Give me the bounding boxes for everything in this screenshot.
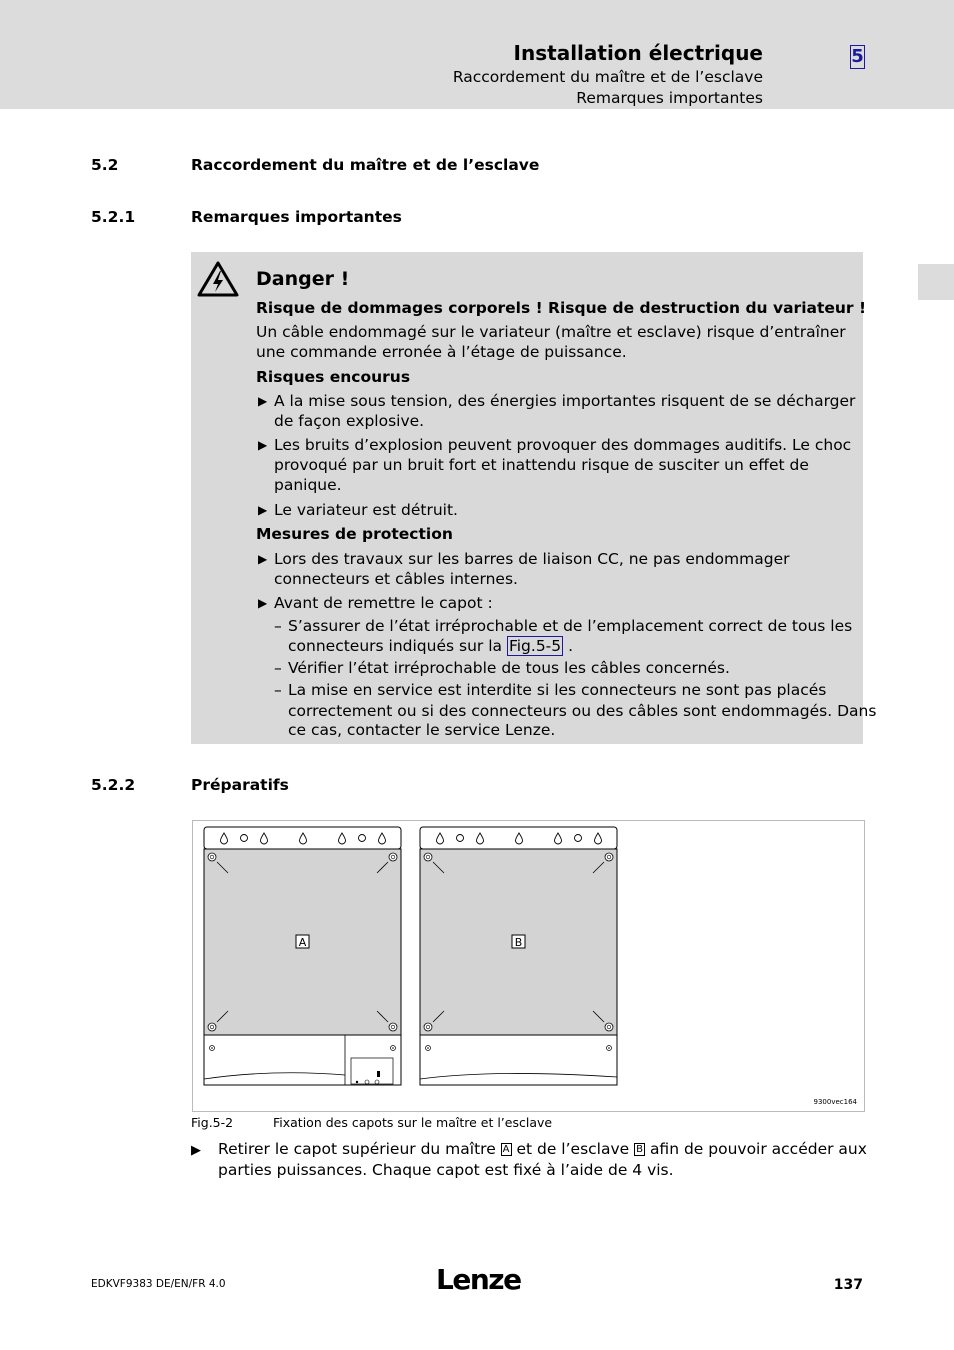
slave-label-ref: B [636,1144,643,1155]
section-subtitle: Remarques importantes [576,89,763,107]
risk-item: panique. [274,476,342,494]
bullet-arrow-icon: ▶ [258,596,268,610]
high-voltage-warning-icon [196,260,240,298]
measure-item: Lors des travaux sur les barres de liaison CC, ne pas endommager [274,550,790,568]
prep-instruction-line: parties puissances. Chaque capot est fixé à l’aide de 4 vis. [218,1161,674,1179]
prep-instruction-line: Retirer le capot supérieur du maître A et de l’esclave B afin de pouvoir accéder aux [218,1140,867,1158]
section-5-2-1-number: 5.2.1 [91,208,136,226]
bullet-arrow-icon: ▶ [258,394,268,408]
sub-measure-item: correctement ou si des connecteurs ou des câbles sont endommagés. Dans [288,702,877,720]
risk-item: de façon explosive. [274,412,425,430]
master-label-ref: A [502,1144,510,1155]
danger-intro-line: une commande erronée à l’étage de puissance. [256,343,627,361]
measures-heading: Mesures de protection [256,525,453,543]
chapter-title: Installation électrique [513,41,763,65]
sub-measure-item: S’assurer de l’état irréprochable et de l’emplacement correct de tous les [288,617,853,635]
sub-measure-item: connecteurs indiqués sur la Fig.5-5 . [288,637,574,655]
cover-fixation-drawing [193,821,864,1111]
section-5-2-title: Raccordement du maître et de l’esclave [191,156,540,174]
slave-label: B [514,936,523,949]
figure-caption: Fixation des capots sur le maître et l’esclave [273,1115,553,1130]
bullet-arrow-icon: ▶ [191,1143,201,1158]
risks-heading: Risques encourus [256,368,411,386]
measure-item: connecteurs et câbles internes. [274,570,518,588]
bullet-arrow-icon: ▶ [258,503,268,517]
bullet-arrow-icon: ▶ [258,552,268,566]
measure-item: Avant de remettre le capot : [274,594,493,612]
dash-marker: – [274,681,282,699]
page-number: 137 [833,1277,863,1293]
section-5-2-2-number: 5.2.2 [91,776,136,794]
danger-title: Danger ! [256,268,350,290]
figure-frame [192,820,865,1112]
sub-measure-item: Vérifier l’état irréprochable de tous les câbles concernés. [288,659,730,677]
dash-marker: – [274,659,282,677]
risk-item: Le variateur est détruit. [274,501,458,519]
slave-unit-drawing [420,827,617,1085]
figure-code: 9300vec164 [813,1098,857,1106]
danger-headline: Risque de dommages corporels ! Risque de destruction du variateur ! [256,299,867,317]
sub-measure-item: ce cas, contacter le service Lenze. [288,721,556,739]
chapter-side-tab [918,264,954,300]
risk-item: Les bruits d’explosion peuvent provoquer des dommages auditifs. Le choc [274,436,852,454]
risk-item: provoqué par un bruit fort et inattendu risque de susciter un effet de [274,456,809,474]
bullet-arrow-icon: ▶ [258,438,268,452]
figure-number: Fig.5-2 [191,1115,234,1130]
figure-5-5-link[interactable]: Fig.5-5 [508,637,562,655]
section-5-2-1-title: Remarques importantes [191,208,402,226]
danger-intro-line: Un câble endommagé sur le variateur (maître et esclave) risque d’entraîner [256,323,846,341]
section-5-2-2-title: Préparatifs [191,776,289,794]
section-5-2-number: 5.2 [91,156,119,174]
dash-marker: – [274,617,282,635]
sub-measure-item: La mise en service est interdite si les connecteurs ne sont pas placés [288,681,827,699]
chapter-subtitle: Raccordement du maître et de l’esclave [452,68,763,86]
master-unit-drawing [204,827,401,1085]
chapter-number-link[interactable]: 5 [851,46,864,67]
risk-item: A la mise sous tension, des énergies importantes risquent de se décharger [274,392,856,410]
lenze-logo: Lenze [436,1263,521,1296]
header-band [0,0,954,109]
document-id: EDKVF9383 DE/EN/FR 4.0 [91,1278,226,1290]
master-label: A [298,936,307,949]
